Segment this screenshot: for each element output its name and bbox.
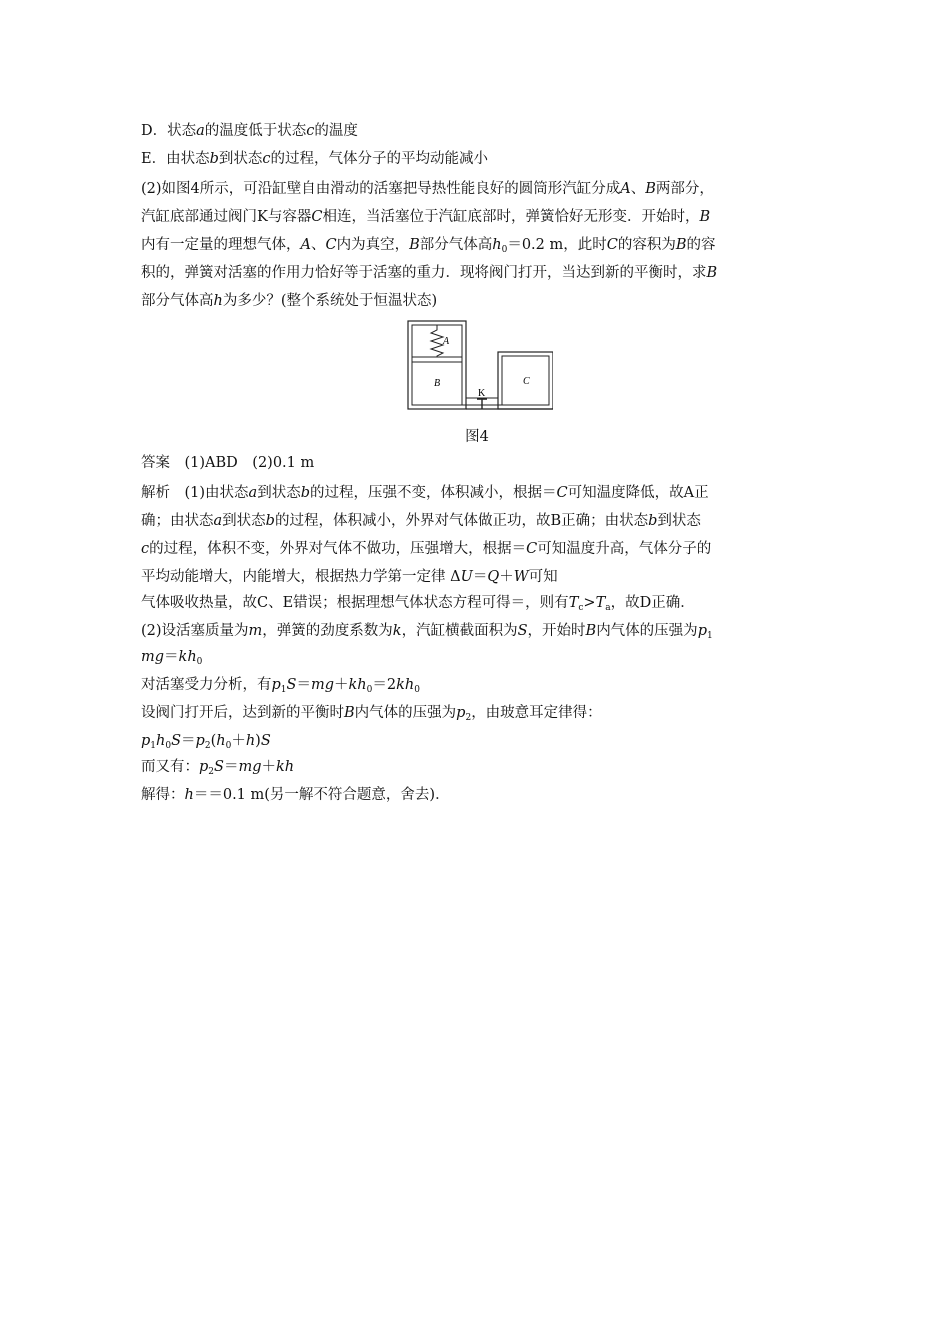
var: T — [568, 595, 579, 611]
text: ( — [210, 733, 217, 749]
text: ) — [255, 733, 261, 749]
text: 对活塞受力分析，有 — [141, 677, 272, 693]
var: a — [248, 485, 258, 501]
var: kh — [276, 759, 295, 775]
var: c — [306, 123, 315, 139]
label-b: B — [434, 378, 441, 389]
solution-line-1 — [141, 482, 709, 504]
text: 的过程，压强不变，体积减小，根据＝ — [310, 485, 557, 501]
var: C — [606, 237, 618, 253]
var: C — [526, 541, 538, 557]
text: 的温度 — [314, 123, 358, 139]
figure-4-diagram — [407, 320, 553, 415]
text: 到状态 — [657, 513, 701, 529]
text: 的过程，体积减小，外界对气体做正功，故B正确；由状态 — [274, 513, 649, 529]
var: B — [699, 209, 711, 225]
problem-line-1 — [141, 178, 714, 200]
var: mg — [141, 649, 165, 665]
subscript: 2 — [204, 741, 211, 751]
var: B — [675, 237, 687, 253]
subscript: c — [578, 603, 584, 613]
text: 气体吸收热量，故C、E错误；根据理想气体状态方程可得＝，则有 — [141, 595, 569, 611]
var: U — [460, 569, 473, 585]
var: B — [706, 265, 718, 281]
text: 可知温度升高，气体分子的 — [537, 541, 712, 557]
text: ＝ — [164, 649, 179, 665]
solution-line-2 — [141, 510, 701, 532]
text: ＋ — [499, 569, 514, 585]
subscript: 0 — [196, 657, 203, 667]
var: mg — [310, 677, 335, 693]
var: h — [156, 733, 166, 749]
solution-line-4 — [141, 566, 558, 588]
subscript: a — [605, 603, 611, 613]
text: ，汽缸横截面积为 — [401, 623, 518, 639]
cylinder-inner — [412, 325, 462, 405]
text: ＝＝0.1 m(另一解不符合题意，舍去)． — [193, 787, 450, 803]
text: ＝0.2 m，此时 — [507, 237, 607, 253]
option-d — [141, 120, 358, 142]
var: kh — [178, 649, 197, 665]
problem-line-5 — [141, 290, 437, 312]
var: a — [213, 513, 223, 529]
text: 两部分， — [655, 181, 714, 197]
text: ＝2 — [372, 677, 397, 693]
var: b — [300, 485, 310, 501]
var: c — [141, 541, 150, 557]
var: C — [556, 485, 568, 501]
problem-line-3 — [141, 234, 716, 261]
solution-line-12 — [141, 784, 450, 806]
var: h — [184, 787, 194, 803]
subscript: 0 — [501, 245, 508, 255]
text: 的容积为 — [617, 237, 676, 253]
var: B — [409, 237, 420, 253]
text: ＋ — [334, 677, 349, 693]
subscript: 2 — [465, 713, 472, 723]
solution-line-11 — [141, 756, 294, 783]
text: 部分气体高 — [141, 293, 214, 309]
text: 解析 (1)由状态 — [141, 485, 249, 501]
solution-line-5 — [141, 592, 695, 619]
piston — [412, 357, 462, 362]
var: h — [213, 293, 223, 309]
text: ，开始时 — [527, 623, 586, 639]
problem-line-4 — [141, 262, 717, 284]
var: c — [262, 151, 271, 167]
var: p — [271, 677, 281, 693]
subscript: 0 — [165, 741, 172, 751]
text: 部分气体高 — [419, 237, 493, 253]
var: p — [199, 759, 209, 775]
var: S — [171, 733, 182, 749]
var: B — [585, 623, 597, 639]
label-k: K — [478, 388, 486, 399]
subscript: 0 — [225, 741, 232, 751]
subscript: 0 — [414, 685, 420, 695]
text: ＋ — [261, 759, 277, 775]
text: 平均动能增大，内能增大，根据热力学第一定律 Δ — [141, 569, 461, 585]
text: 为多少？(整个系统处于恒温状态) — [222, 293, 438, 309]
var: b — [265, 513, 275, 529]
subscript: 0 — [366, 685, 373, 695]
option-e — [141, 148, 488, 170]
text: 的过程，体积不变，外界对气体不做功，压强增大，根据＝ — [149, 541, 527, 557]
text: 、 — [630, 181, 646, 197]
var: mg — [238, 759, 262, 775]
solution-line-10 — [141, 730, 271, 757]
text: 相连，当活塞位于汽缸底部时，弹簧恰好无形变．开始时， — [322, 209, 700, 225]
var: p — [456, 705, 466, 721]
var: p — [141, 733, 151, 749]
problem-line-2 — [141, 206, 710, 228]
answer-line: 答案 (1)ABD (2)0.1 m — [141, 455, 315, 471]
text: 到状态 — [222, 513, 266, 529]
var: p — [697, 623, 707, 639]
text: 确；由状态 — [141, 513, 214, 529]
var: A — [300, 237, 311, 253]
var: S — [517, 623, 528, 639]
figure-caption: 图4 — [465, 429, 489, 445]
var: b — [648, 513, 658, 529]
var: m — [248, 623, 263, 639]
var: b — [209, 151, 219, 167]
text: 解得： — [141, 787, 185, 803]
var: kh — [396, 677, 415, 693]
text: 的容 — [686, 237, 716, 253]
subscript: 1 — [150, 741, 157, 751]
text: ＝ — [472, 569, 488, 585]
subscript: 2 — [208, 767, 215, 777]
var: W — [513, 569, 529, 585]
text: ＝ — [223, 759, 239, 775]
var: S — [214, 759, 224, 775]
solution-line-6 — [141, 620, 713, 647]
text: 汽缸底部通过阀门K与容器 — [141, 209, 312, 225]
text: ，由玻意耳定律得： — [471, 705, 602, 721]
var: A — [620, 181, 631, 197]
var: h — [245, 733, 256, 749]
var: h — [216, 733, 226, 749]
text: 的温度低于状态 — [204, 123, 307, 139]
solution-line-3 — [141, 538, 711, 560]
var: k — [392, 623, 402, 639]
text: 内为真空， — [336, 237, 410, 253]
var: a — [196, 123, 205, 139]
text: 内有一定量的理想气体， — [141, 237, 301, 253]
text: ＝ — [296, 677, 311, 693]
text: ＋ — [231, 733, 246, 749]
solution-line-9 — [141, 702, 602, 729]
label-a: A — [443, 336, 450, 347]
var: h — [492, 237, 502, 253]
var: kh — [348, 677, 367, 693]
text: (2)如图4所示，可沿缸壁自由滑动的活塞把导热性能良好的圆筒形汽缸分成 — [141, 181, 621, 197]
var: S — [286, 677, 297, 693]
spring-icon — [431, 325, 443, 357]
text: (2)设活塞质量为 — [141, 623, 249, 639]
label-c: C — [523, 376, 530, 387]
solution-line-7 — [141, 646, 202, 673]
var: S — [260, 733, 271, 749]
var: B — [645, 181, 656, 197]
var: C — [325, 237, 337, 253]
text: 内气体的压强为 — [354, 705, 457, 721]
subscript: 1 — [280, 685, 287, 695]
text: 可知温度降低，故A正 — [567, 485, 709, 501]
var: T — [595, 595, 606, 611]
text: D．状态 — [141, 123, 197, 139]
var: B — [344, 705, 355, 721]
text: 设阀门打开后，达到新的平衡时 — [141, 705, 344, 721]
var: Q — [487, 569, 500, 585]
text: 的过程，气体分子的平均动能减小 — [270, 151, 489, 167]
text: 可知 — [528, 569, 558, 585]
text: > — [583, 595, 596, 611]
text: 而又有： — [141, 759, 199, 775]
text: E．由状态 — [141, 151, 210, 167]
subscript: 1 — [706, 631, 713, 641]
text: 到状态 — [257, 485, 301, 501]
solution-line-8 — [141, 674, 420, 701]
cylinder-outer — [408, 321, 466, 409]
var: p — [195, 733, 205, 749]
text: 积的，弹簧对活塞的作用力恰好等于活塞的重力．现将阀门打开，当达到新的平衡时，求 — [141, 265, 707, 281]
var: C — [311, 209, 323, 225]
text: ，弹簧的劲度系数为 — [262, 623, 393, 639]
text: 、 — [310, 237, 326, 253]
text: 内气体的压强为 — [596, 623, 698, 639]
text: ，故D正确． — [610, 595, 695, 611]
text: ＝ — [181, 733, 196, 749]
text: 到状态 — [218, 151, 263, 167]
